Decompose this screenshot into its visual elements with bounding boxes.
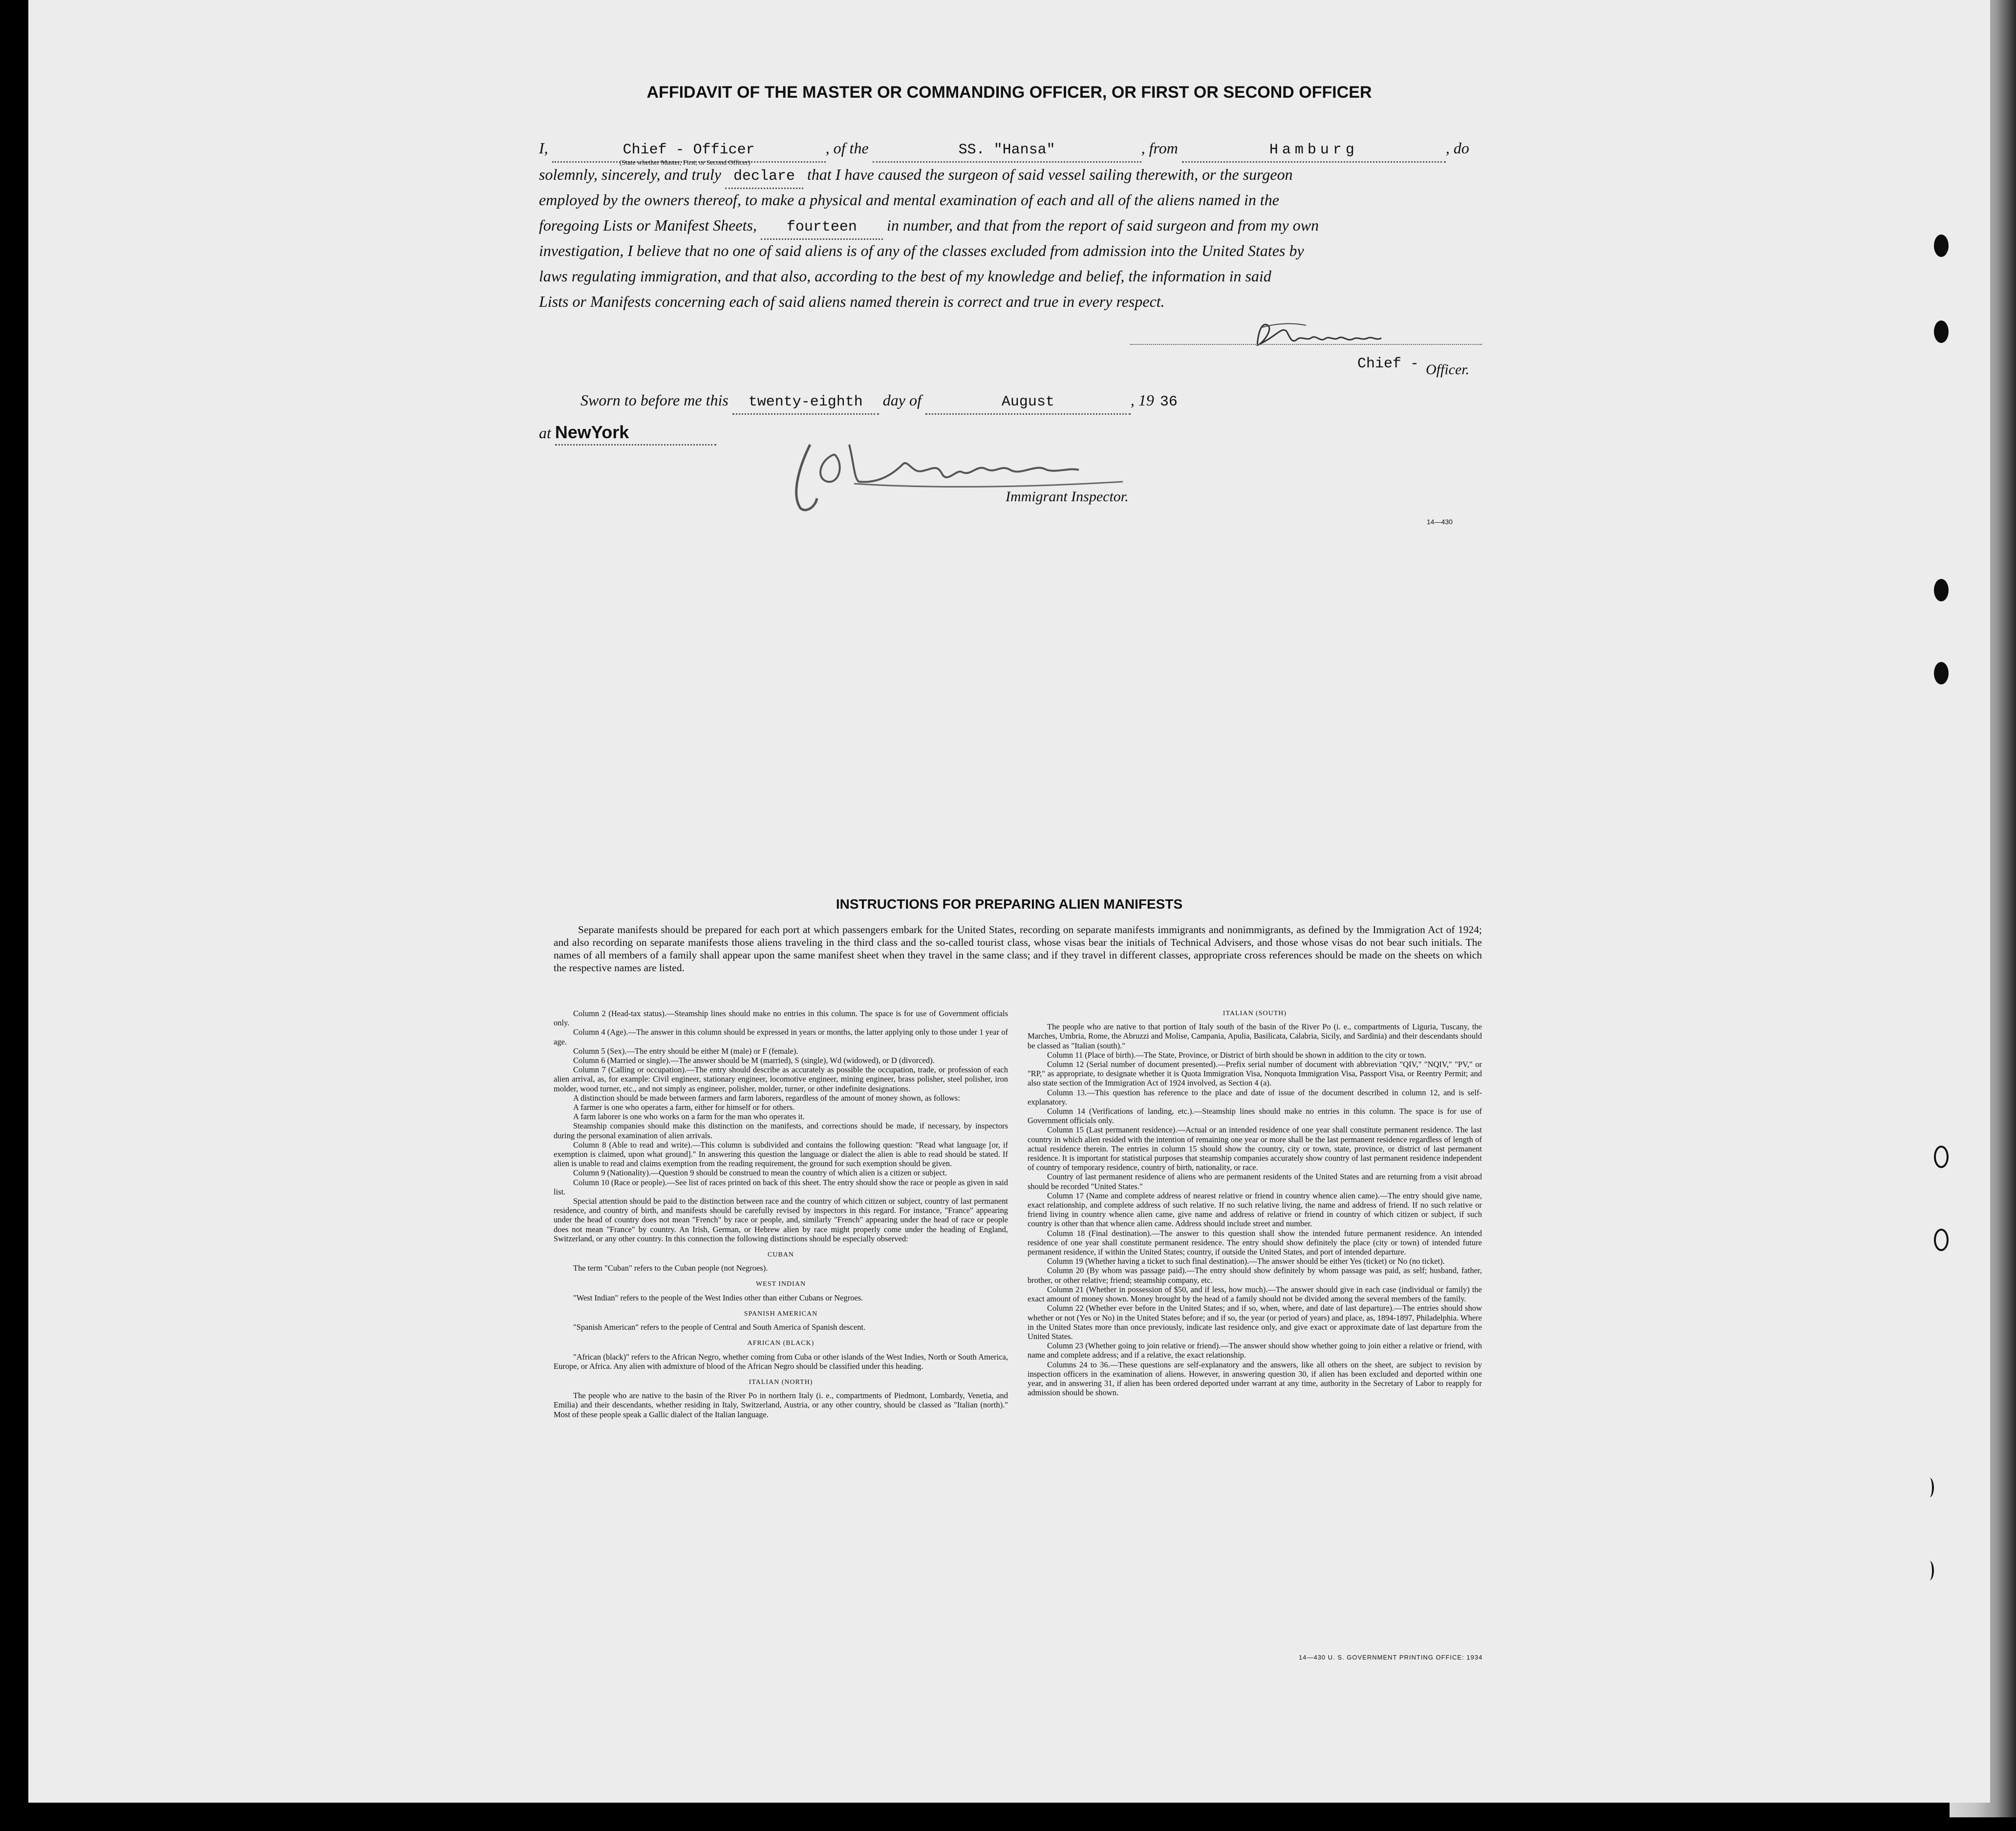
instruction-paragraph: Column 23 (Whether going to join relative or friend).—The answer should show whether going to join either a relative or friend, with name and complete address; and if a relative, the exact relationship. xyxy=(1028,1341,1482,1360)
sworn-month-field: August xyxy=(925,389,1131,415)
instruction-paragraph: Steamship companies should make this distinction on the manifests, and corrections should be made, if necessary, by inspectors during the personal examination of alien arrivals. xyxy=(554,1121,1008,1140)
instruction-paragraph: Column 21 (Whether in possession of $50, and if less, how much).—The answer should give in each case (individual or family) the exact amount of money shown. Money brought by the head of a family should not be divided among the several members of the family. xyxy=(1028,1284,1482,1304)
instruction-paragraph: Columns 24 to 36.—These questions are self-explanatory and the answers, like all others on the sheet, are subject to revision by inspection officers in the examination of aliens. However, in answering question 30, if alien has been excluded and deported within one year, and in answering 31, if alien has been ordered deported under warrant at any time, authority in the Secretary of Labor to reapply for admission should be shown. xyxy=(1028,1360,1482,1398)
sworn-line: Sworn to before me this twenty-eighth day of August , 19 36 xyxy=(580,389,1183,415)
sworn-year-field: 36 xyxy=(1159,394,1178,410)
instruction-paragraph: A farm laborer is one who works on a farm for the man who operates it. xyxy=(573,1112,805,1122)
instruction-paragraph: Country of last permanent residence of aliens who are permanent residents of the United States and are returning from a visit abroad should be recorded "United States." xyxy=(1028,1172,1482,1191)
instruction-paragraph: Column 10 (Race or people).—See list of races printed on back of this sheet. The entry should show the race or people as given in said list. xyxy=(554,1177,1008,1196)
affidavit-line-7: Lists or Manifests concerning each of said aliens named therein is correct and true in every respect. xyxy=(539,293,1165,310)
inspector-signature xyxy=(781,435,1152,518)
affidavit-line-5: investigation, I believe that no one of said aliens is of any of the classes excluded from admission into the United States by xyxy=(539,242,1304,259)
form-code: 14—430 xyxy=(1427,518,1453,526)
instructions-left-column xyxy=(554,1009,1008,1419)
affidavit-line-4: foregoing Lists or Manifest Sheets, fourteen in number, and that from the report of said surgeon and from my own xyxy=(539,214,1319,240)
binder-hole-icon xyxy=(1934,1229,1949,1251)
binder-hole-icon xyxy=(1934,320,1949,343)
instructions-right-column xyxy=(1028,1009,1482,1397)
instruction-paragraph: A distinction should be made between farmers and farm laborers, regardless of the amount of money shown, as follows: xyxy=(573,1093,960,1103)
section-heading: WEST INDIAN xyxy=(755,1280,806,1288)
binder-hole-icon xyxy=(1925,1561,1934,1580)
binder-hole-icon xyxy=(1934,579,1949,601)
instruction-paragraph: The term "Cuban" refers to the Cuban people (not Negroes). xyxy=(573,1263,768,1273)
instruction-paragraph: Column 12 (Serial number of document presented).—Prefix serial number of document with abbreviation "QIV," "NQIV," "PV," or "RP," as appropriate, to designate whether it is Quota Immigration Visa, Nonquota Immigration Visa, Passport Visa, or Reentry Permit; and also state section of the Immigration Act of 1924 involved, as Section 4 (a). xyxy=(1028,1060,1482,1088)
section-heading: CUBAN xyxy=(767,1251,794,1259)
instruction-paragraph: Column 19 (Whether having a ticket to such final destination).—The answer should be either Yes (ticket) or No (no ticket). xyxy=(1047,1256,1445,1266)
at-line: at NewYork xyxy=(539,421,716,446)
affidavit-line-3: employed by the owners thereof, to make a physical and mental examination of each and all of the aliens named in the xyxy=(539,191,1279,209)
section-heading: ITALIAN (NORTH) xyxy=(749,1378,813,1386)
affidavit-line-1: I, Chief - Officer , of the SS. "Hansa" , from Hamburg , do xyxy=(539,137,1469,163)
instructions-title: INSTRUCTIONS FOR PREPARING ALIEN MANIFESTS xyxy=(836,896,1183,912)
instruction-paragraph: "African (black)" refers to the African Negro, whether coming from Cuba or other islands of the West Indies, North or South America, Europe, or Africa. Any alien with admixture of blood of the African Negro should be classified under this heading. xyxy=(554,1352,1008,1371)
instruction-paragraph: Column 18 (Final destination).—The answer to this question shall show the intended future permanent residence. An intended residence of one year shall constitute permanent residence. The entry should show definitely the place (city or town) of intended future permanent residence, if within the United States; country, if outside the United States, and port of intended departure. xyxy=(1028,1228,1482,1257)
binder-hole-icon xyxy=(1934,662,1949,684)
officer-label: Officer. xyxy=(1426,362,1470,378)
section-heading: AFRICAN (BLACK) xyxy=(747,1340,815,1347)
officer-signature-line xyxy=(1130,344,1482,345)
printing-office-footer: 14—430 U. S. GOVERNMENT PRINTING OFFICE: 1934 xyxy=(1299,1654,1483,1661)
affidavit-line-6: laws regulating immigration, and that also, according to the best of my knowledge and belief, the information in said xyxy=(539,267,1271,285)
officer-title-field: Chief - Officer xyxy=(552,137,826,163)
instruction-paragraph: The people who are native to the basin of the River Po in northern Italy (i. e., compartments of Piedmont, Lombardy, Venetia, and Emilia) and their descendants, whether residing in Italy, Switzerland, Austria, or any other country, should be classed as "Italian (north)." Most of these people speak a Gallic dialect of the Italian language. xyxy=(554,1391,1008,1419)
port-field: Hamburg xyxy=(1182,137,1446,163)
instruction-paragraph: Column 9 (Nationality).—Question 9 should be construed to mean the country of which alien is a citizen or subject. xyxy=(573,1168,947,1178)
instruction-paragraph: Special attention should be paid to the distinction between race and the country of which citizen or subject, country of last permanent residence, and country of birth, and manifests should be carefully revised by inspectors in this regard. For instance, "France" appearing under the head of country does not mean "French" by race or people, and, similarly "French" appearing under the head of race or people does not mean "France" by country. An Irish, German, or Hebrew alien by race might properly come under the heading of England, Switzerland, or any other country. In this connection the following distinctions should be especially observed: xyxy=(554,1196,1008,1243)
instruction-paragraph: Column 22 (Whether ever before in the United States; and if so, when, where, and date of last departure).—The entries should show whether or not (Yes or No) in the United States before; and if so, the year (or period of years) and place, as, 1894-1897, Philadelphia. Where in the United States more than once previously, indicate last residence only, and give exact or approximate date of last departure from the United States. xyxy=(1028,1303,1482,1341)
sheet-count-field: fourteen xyxy=(761,214,883,240)
document-page xyxy=(28,0,1990,1803)
instruction-paragraph: The people who are native to that portion of Italy south of the basin of the River Po (i. e., compartments of Liguria, Tuscany, the Marches, Umbria, Rome, the Abruzzi and Molise, Campania, Apulia, Basilicata, Calabria, Sicily, and Sardinia) and their descendants should be classed as "Italian (south)." xyxy=(1028,1022,1482,1050)
instruction-paragraph: Column 6 (Married or single).—The answer should be M (married), S (single), Wd (widowed), or D (divorced). xyxy=(573,1056,935,1065)
officer-signed-title: Chief - xyxy=(1357,356,1419,372)
instruction-paragraph: Column 14 (Verifications of landing, etc.).—Steamship lines should make no entries in this column. The space is for use of Government officials only. xyxy=(1028,1107,1482,1126)
vessel-field: SS. "Hansa" xyxy=(873,137,1141,163)
instruction-paragraph: Column 8 (Able to read and write).—This column is subdivided and contains the following question: "Read what language [or, if exemption is claimed, upon what ground]." In answering this question the language or dialect the alien is able to read should be stated. If alien is unable to read and claims exemption from the reading requirement, the ground for such exemption should be given. xyxy=(554,1140,1008,1169)
affidavit-title: AFFIDAVIT OF THE MASTER OR COMMANDING OFFICER, OR FIRST OR SECOND OFFICER xyxy=(646,83,1372,102)
instruction-paragraph: Column 7 (Calling or occupation).—The entry should describe as accurately as possible the occupation, trade, or profession of each alien arrival, as, for example: Civil engineer, stationary engineer, locomotive engineer, mining engineer, brass polisher, steel polisher, iron molder, wood turner, etc., and not simply as engineer, polisher, molder, turner, or other indefinite designations. xyxy=(554,1065,1008,1093)
binder-hole-icon xyxy=(1925,1478,1934,1497)
instruction-paragraph: Column 2 (Head-tax status).—Steamship lines should make no entries in this column. The space is for use of Government officials only. xyxy=(554,1009,1008,1028)
instruction-paragraph: "West Indian" refers to the people of the West Indies other than either Cubans or Negroes. xyxy=(573,1293,863,1302)
instruction-paragraph: Column 15 (Last permanent residence).—Actual or an intended residence of one year shall constitute permanent residence. The last country in which alien resided with the intention of remaining one year or more shall be the last permanent residence regardless of length of actual residence therein. The entries in column 15 should show the country, city or town, state, province, or district of last permanent residence. It is important for statistical purposes that steamship companies accurately show country of last permanent residence independent of country of temporary residence, country of birth, nationality, or race. xyxy=(1028,1125,1482,1172)
state-note: (State whether Master, First, or Second Officer) xyxy=(620,159,751,167)
binder-hole-icon xyxy=(1934,234,1949,257)
section-heading: SPANISH AMERICAN xyxy=(744,1310,818,1318)
instruction-paragraph: Column 17 (Name and complete address of nearest relative or friend in country whence alien came).—The entry should give name, exact relationship, and complete address of such relative. If no such relative living, the name and address of friend. If no such relative or friend living in country whence alien came, give name and address of relative or friend in country of which citizen or subject, if such country is other than that whence alien came. Address should include street and number. xyxy=(1028,1191,1482,1229)
instruction-paragraph: A farmer is one who operates a farm, either for himself or for others. xyxy=(573,1103,795,1112)
place-field: NewYork xyxy=(555,421,716,446)
instruction-paragraph: Column 11 (Place of birth).—The State, Province, or District of birth should be shown in addition to the city or town. xyxy=(1047,1050,1426,1060)
inspector-label: Immigrant Inspector. xyxy=(1006,489,1129,505)
instruction-paragraph: Column 4 (Age).—The answer in this column should be expressed in years or months, the latter applying only to those under 1 year of age. xyxy=(554,1027,1008,1046)
instruction-paragraph: Column 13.—This question has reference to the place and date of issue of the document described in column 12, and is self-explanatory. xyxy=(1028,1087,1482,1107)
instruction-paragraph: "Spanish American" refers to the people of Central and South America of Spanish descent. xyxy=(573,1322,866,1332)
instructions-intro: Separate manifests should be prepared for each port at which passengers embark for the United States, recording on separate manifests immigrants and nonimmigrants, as defined by the Immigration Act of 1924; and also recording on separate manifests those aliens traveling in the third class and the so-called tourist class, whose visas bear the initials of Technical Advisers, and those whose visas do not bear such initials. The names of all members of a family shall appear upon the same manifest sheet when they travel in the same class; and if they travel in different classes, appropriate cross references should be made on the sheets on which the respective names are listed. xyxy=(554,924,1482,974)
instruction-paragraph: Column 5 (Sex).—The entry should be either M (male) or F (female). xyxy=(573,1046,798,1056)
officer-signature xyxy=(1130,317,1521,356)
sworn-day-field: twenty-eighth xyxy=(732,389,879,415)
instruction-paragraph: Column 20 (By whom was passage paid).—The entry should show definitely by whom passage was paid, as self; husband, father, brother, or other relative; friend; steamship company, etc. xyxy=(1028,1266,1482,1285)
affidavit-line-2: solemnly, sincerely, and truly declare that I have caused the surgeon of said vessel sailing therewith, or the surgeon xyxy=(539,163,1293,189)
section-heading: ITALIAN (SOUTH) xyxy=(1222,1010,1287,1017)
binder-hole-icon xyxy=(1934,1146,1949,1168)
declare-field: declare xyxy=(725,163,803,189)
